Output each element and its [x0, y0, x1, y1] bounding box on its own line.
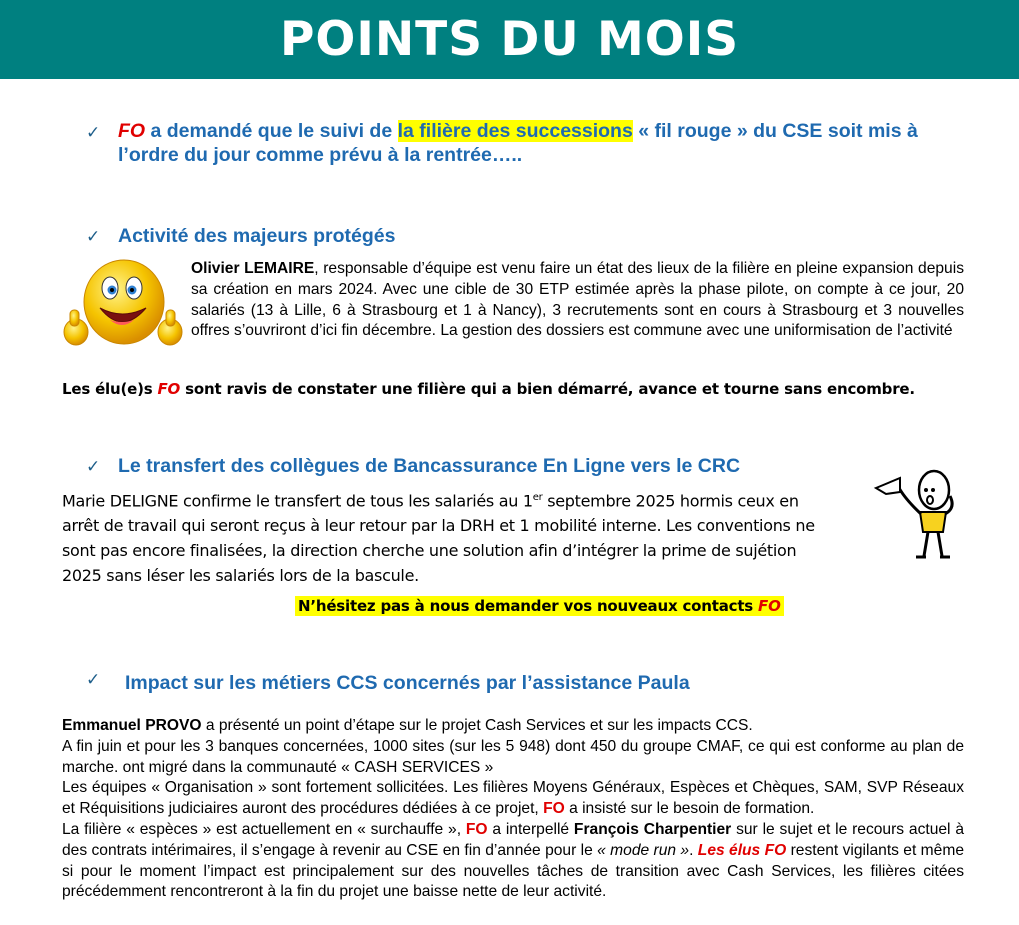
page-title: POINTS DU MOIS: [279, 12, 740, 67]
elus-fo-label: Les élus FO: [697, 841, 787, 859]
body-text: Marie DELIGNE confirme le transfert de tous les salariés au 1: [62, 491, 533, 511]
section-body: [191, 259, 964, 342]
person-name: Emmanuel PROVO: [62, 717, 202, 734]
body-text: , responsable d’équipe est venu faire un état des lieux de la filière en pleine expansion depuis sa création en mars 2024. Avec une cible de 30 ETP estimée après la phase pilote, on compte à ce jour, 20 salariés (13 à Lille, 6 à Strasbourg et 1 à Nancy), 3 recrutements sont en cours à Strasbourg et 3 nouvelles offres s’ouvriront d’ici fin décembre. La gestion des dossiers est commune avec une uniformisation de l’activité: [191, 260, 964, 340]
conclusion-text: Les élu(e)s: [62, 380, 158, 398]
body-text: a interpellé: [487, 820, 574, 838]
checkmark-icon: ✓: [86, 227, 101, 247]
conclusion-text: sont ravis de constater une filière qui a bien démarré, avance et tourne sans encombre.: [180, 380, 915, 398]
mode-run-text: « mode run »: [597, 841, 690, 859]
point-text: « fil rouge » du CSE soit mis à l’ordre du jour comme prévu à la rentrée…..: [118, 120, 918, 166]
body-text: .: [689, 841, 698, 859]
title-banner: [0, 0, 1019, 79]
highlighted-text: la filière des successions: [397, 120, 633, 142]
person-name: Olivier LEMAIRE: [191, 260, 315, 277]
body-text: restent vigilants et même si pour le moment l’impact est principalement sur des nouvelles tâches de transition avec Cash Services, les filières citées précédemment rencontreront à la fin du projet une baisse nette de leur activité.: [62, 841, 964, 901]
body-line: [62, 820, 964, 903]
body-line: A fin juin et pour les 3 banques concernées, 1000 sites (sur les 5 948) dont 450 du groupe CMAF, ce qui est conforme au plan de marche. ont migré dans la communauté « CASH SERVICES »: [62, 737, 964, 776]
body-text: sur le sujet et le recours actuel à des contrats intérimaires, il s’engage à revenir au CSE en fin d’année pour le: [62, 820, 964, 859]
point-text: a demandé que le suivi de: [145, 120, 398, 142]
section-title: Activité des majeurs protégés: [118, 225, 396, 247]
contacts-callout: [295, 596, 784, 616]
section-body: [62, 485, 837, 588]
body-line: [62, 778, 964, 820]
body-text: La filière « espèces » est actuellement en « surchauffe »,: [62, 820, 466, 838]
section-body: [62, 716, 964, 903]
fo-label: FO: [543, 800, 565, 818]
body-line: [62, 716, 964, 737]
fo-label: FO: [465, 820, 488, 838]
fo-label: FO: [118, 120, 146, 142]
conclusion: [62, 380, 915, 398]
checkmark-icon: ✓: [86, 670, 101, 690]
superscript: er: [532, 492, 543, 503]
body-text: a insisté sur le besoin de formation.: [564, 800, 815, 818]
smiley-thumbs-up-icon: [60, 254, 185, 354]
fo-label: FO: [758, 597, 781, 615]
body-text: septembre 2025 hormis ceux en arrêt de travail qui seront reçus à leur retour par la DRH et 1 mobilité interne. Les conventions ne sont pas encore finalisées, la direction cherche une solution afin d’intégrer la prime de sujétion 2025 sans léser les salariés lors de la bascule.: [62, 491, 815, 586]
checkmark-icon: ✓: [86, 123, 101, 143]
person-name: François Charpentier: [573, 820, 732, 838]
callout-text: N’hésitez pas à nous demander vos nouveaux contacts: [298, 597, 759, 615]
fo-label: FO: [157, 380, 181, 398]
body-text: a présenté un point d’étape sur le projet Cash Services et sur les impacts CCS.: [201, 717, 753, 734]
section-title: Le transfert des collègues de Bancassurance En Ligne vers le CRC: [118, 455, 741, 477]
body-text: Les équipes « Organisation » sont fortement sollicitées. Les filières Moyens Généraux, Espèces et Chèques, SAM, SVP Réseaux et Réquisitions judiciaires auront des procédures dédiées à ce projet,: [62, 779, 964, 818]
point-fil-rouge: [118, 119, 968, 167]
checkmark-icon: ✓: [86, 457, 101, 477]
section-title: Impact sur les métiers CCS concernés par l’assistance Paula: [125, 672, 690, 694]
thinking-stickman-icon: [870, 468, 960, 563]
